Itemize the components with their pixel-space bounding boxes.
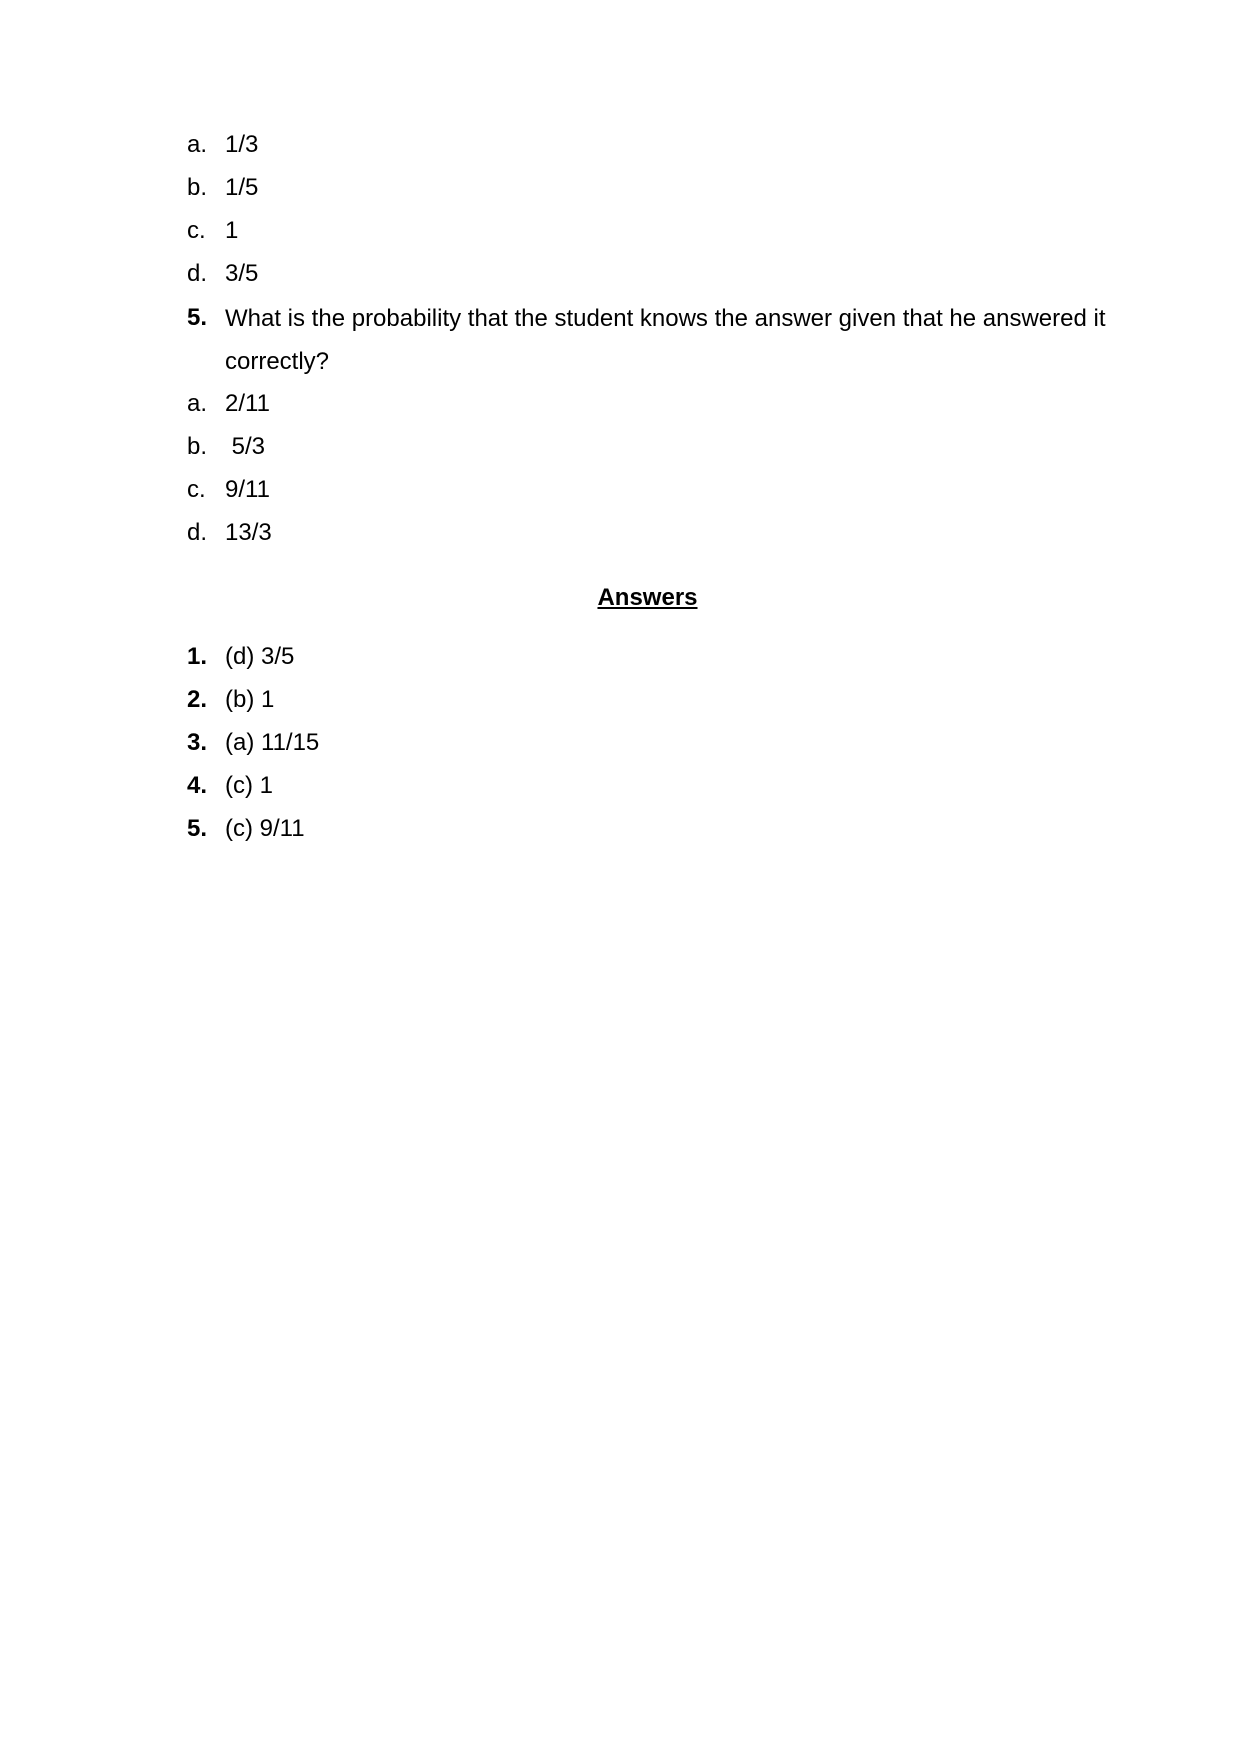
answers-heading-text: Answers bbox=[597, 584, 698, 611]
answers-heading bbox=[0, 584, 1241, 612]
option-marker: a. bbox=[187, 131, 208, 158]
option-text: 1/5 bbox=[225, 174, 259, 201]
answer-number: 4. bbox=[187, 772, 208, 799]
option-marker: a. bbox=[187, 390, 208, 417]
option-marker: c. bbox=[187, 476, 206, 503]
answer-number: 5. bbox=[187, 815, 208, 842]
option-marker: b. bbox=[187, 174, 208, 201]
answer-text: (c) 9/11 bbox=[225, 815, 305, 842]
answer-number: 3. bbox=[187, 729, 208, 756]
answer-text: (a) 11/15 bbox=[225, 729, 320, 756]
option-marker: d. bbox=[187, 260, 208, 287]
question-number: 5. bbox=[187, 304, 208, 331]
answer-number: 2. bbox=[187, 686, 208, 713]
option-marker: b. bbox=[187, 433, 208, 460]
option-marker: c. bbox=[187, 217, 206, 244]
option-text: 13/3 bbox=[225, 519, 272, 546]
option-text: 3/5 bbox=[225, 260, 259, 287]
option-marker: d. bbox=[187, 519, 208, 546]
answer-text: (b) 1 bbox=[225, 686, 275, 713]
answer-text: (c) 1 bbox=[225, 772, 273, 799]
option-text: 1 bbox=[225, 217, 239, 244]
answer-text: (d) 3/5 bbox=[225, 643, 295, 670]
option-text: 9/11 bbox=[225, 476, 270, 503]
option-text: 2/11 bbox=[225, 390, 270, 417]
answer-number: 1. bbox=[187, 643, 208, 670]
question-text: What is the probability that the student knows the answer given that he answered it correctly? bbox=[225, 305, 1106, 375]
option-text: 5/3 bbox=[225, 433, 266, 460]
option-text: 1/3 bbox=[225, 131, 259, 158]
